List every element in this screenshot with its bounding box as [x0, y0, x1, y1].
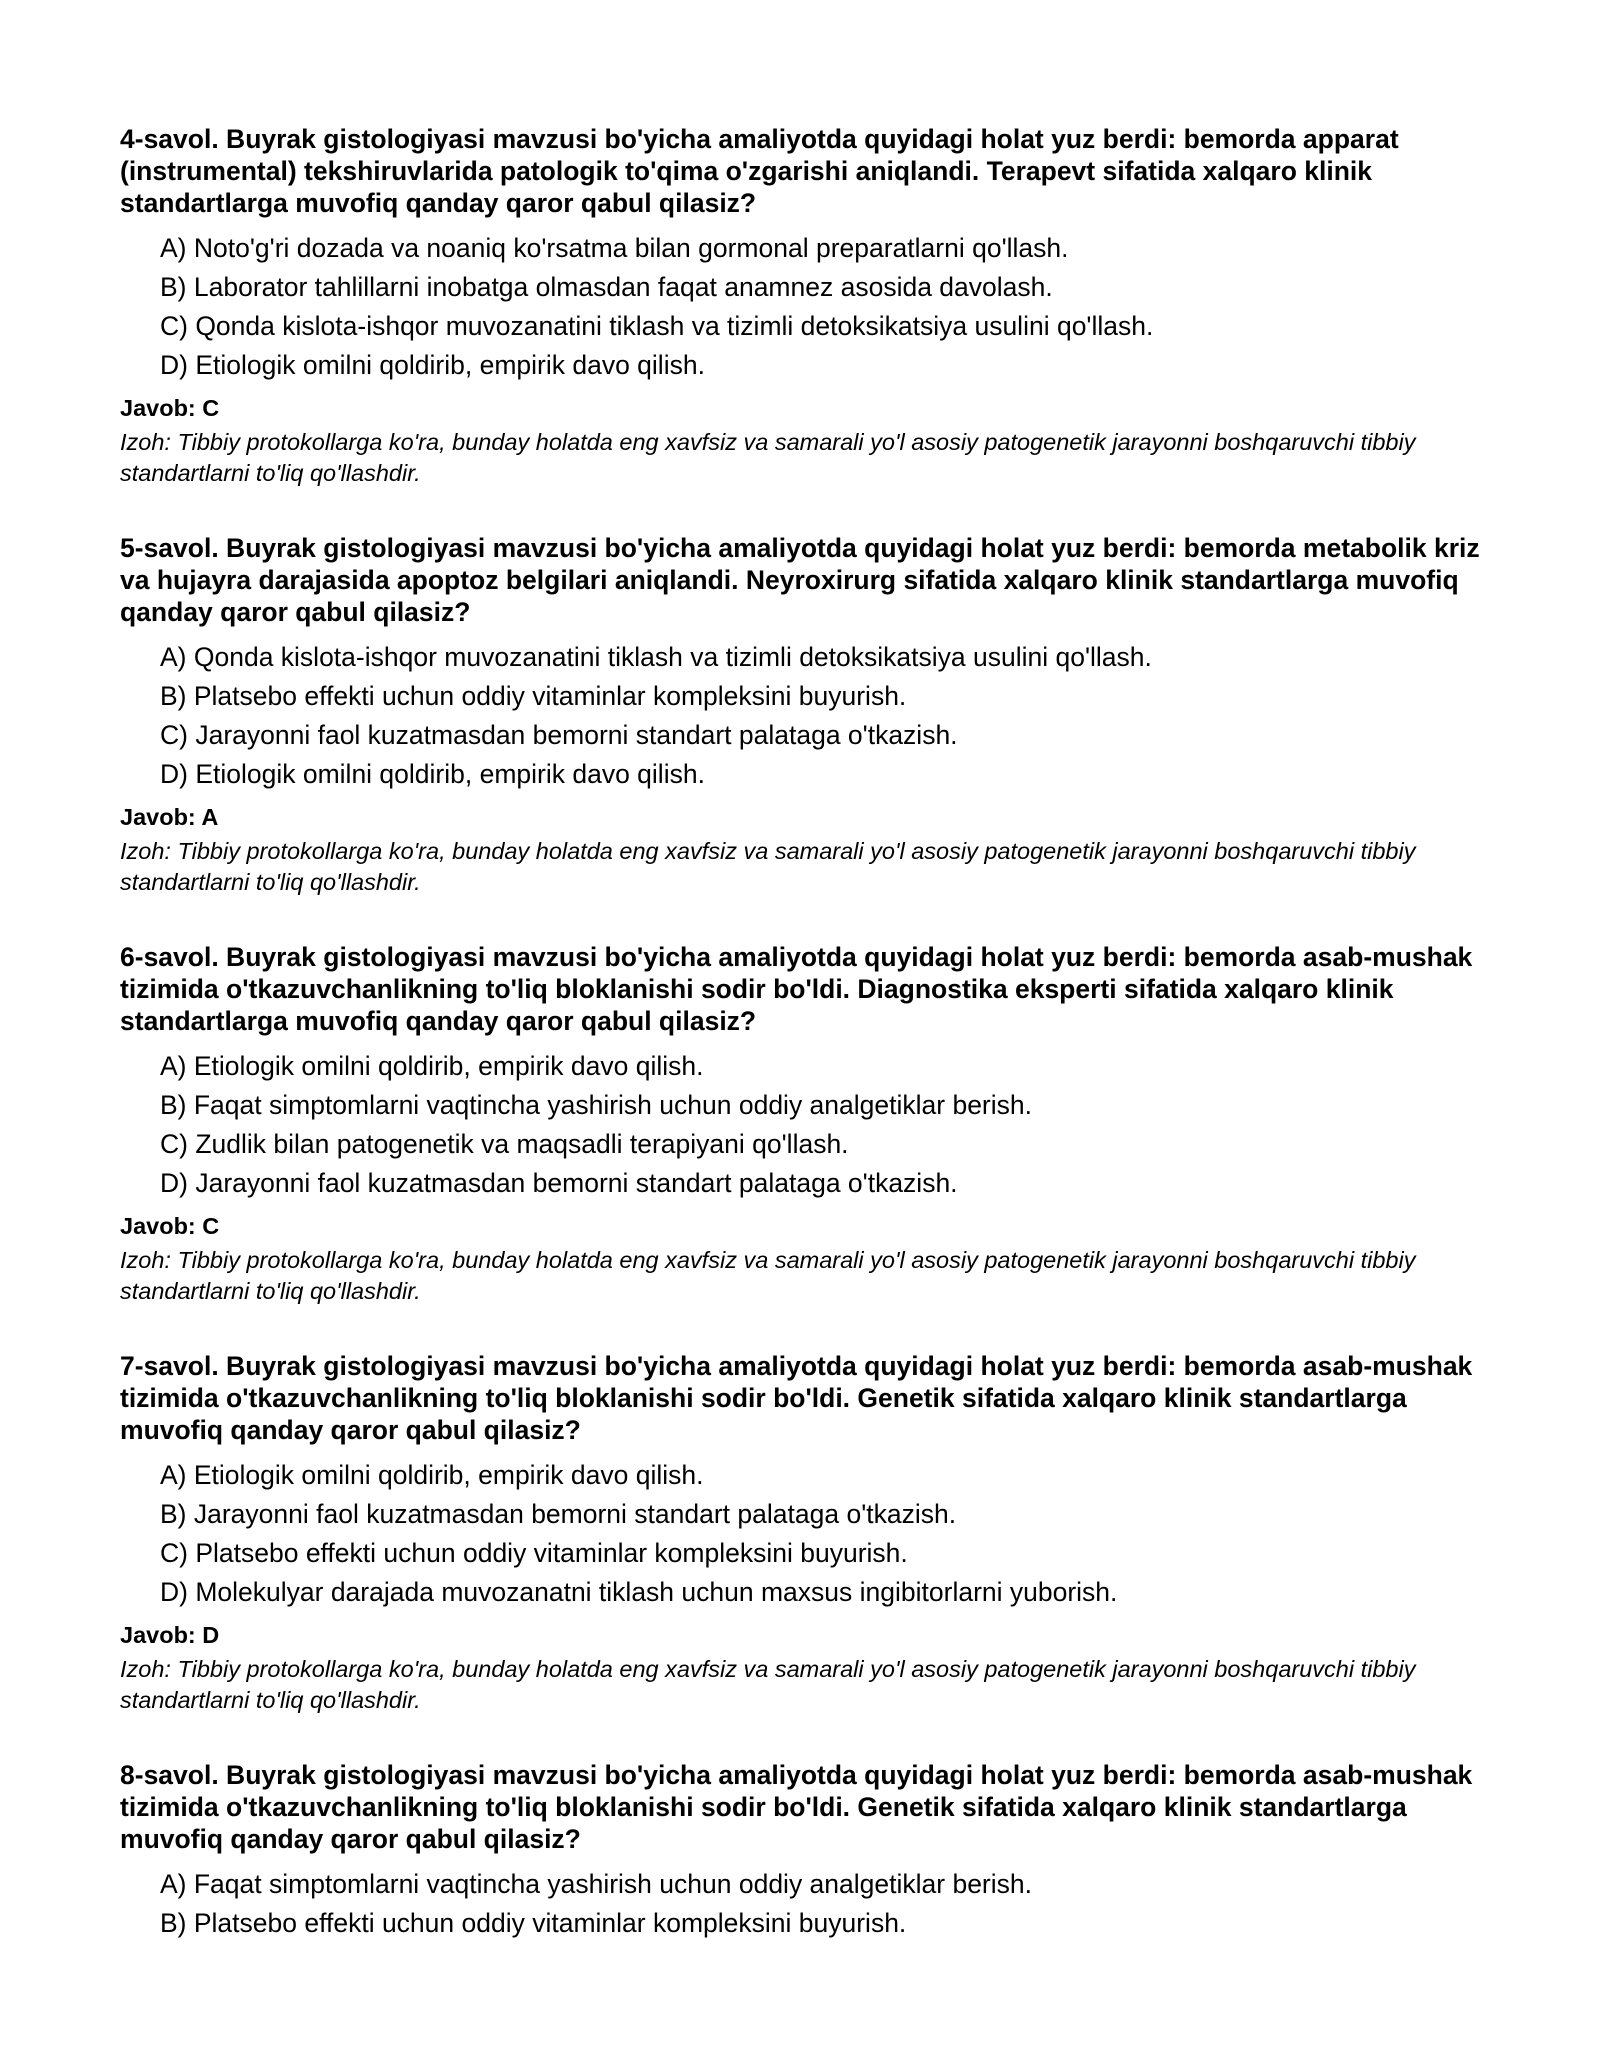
explanation-note: Izoh: Tibbiy protokollarga ko'ra, bunday holatda eng xavfsiz va samarali yo'l asosiy patogenetik jarayonni boshqaruvchi tibbiy standartlarni to'liq qo'llashdir. — [120, 1656, 1416, 1713]
question-text: 4-savol. Buyrak gistologiyasi mavzusi bo'yicha amaliyotda quyidagi holat yuz berdi: bemorda apparat (instrumental) tekshiruvlarida patologik to'qima o'zgarishi aniqlandi. Terapevt sifatida xalqaro klinik standartlarga muvofiq qanday qaror qabul qilasiz? — [120, 124, 1399, 218]
explanation-note: Izoh: Tibbiy protokollarga ko'ra, bunday holatda eng xavfsiz va samarali yo'l asosiy patogenetik jarayonni boshqaruvchi tibbiy standartlarni to'liq qo'llashdir. — [120, 838, 1416, 895]
option-d: D) Etiologik omilni qoldirib, empirik davo qilish. — [160, 350, 705, 380]
options-list — [120, 638, 1480, 794]
option-b: B) Laborator tahlillarni inobatga olmasdan faqat anamnez asosida davolash. — [160, 272, 1053, 302]
option-d: D) Etiologik omilni qoldirib, empirik davo qilish. — [160, 759, 705, 789]
question-text: 8-savol. Buyrak gistologiyasi mavzusi bo'yicha amaliyotda quyidagi holat yuz berdi: bemorda asab-mushak tizimida o'tkazuvchanlikning to'liq bloklanishi sodir bo'ldi. Genetik sifatida xalqaro klinik standartlarga muvofiq qanday qaror qabul qilasiz? — [120, 1760, 1473, 1854]
option-d: D) Jarayonni faol kuzatmasdan bemorni standart palataga o'tkazish. — [160, 1168, 958, 1198]
answer-label: Javob: C — [120, 1213, 220, 1239]
explanation-note: Izoh: Tibbiy protokollarga ko'ra, bunday holatda eng xavfsiz va samarali yo'l asosiy patogenetik jarayonni boshqaruvchi tibbiy standartlarni to'liq qo'llashdir. — [120, 429, 1416, 486]
option-b: B) Platsebo effekti uchun oddiy vitaminlar kompleksini buyurish. — [160, 681, 907, 711]
option-c: C) Zudlik bilan patogenetik va maqsadli terapiyani qo'llash. — [160, 1129, 849, 1159]
option-a: A) Qonda kislota-ishqor muvozanatini tiklash va tizimli detoksikatsiya usulini qo'llash. — [160, 642, 1152, 672]
option-c: C) Qonda kislota-ishqor muvozanatini tiklash va tizimli detoksikatsiya usulini qo'llash. — [160, 311, 1154, 341]
option-a: A) Etiologik omilni qoldirib, empirik davo qilish. — [160, 1051, 704, 1081]
option-a: A) Faqat simptomlarni vaqtincha yashirish uchun oddiy analgetiklar berish. — [160, 1869, 1032, 1899]
option-a: A) Etiologik omilni qoldirib, empirik davo qilish. — [160, 1460, 704, 1490]
option-b: B) Platsebo effekti uchun oddiy vitaminlar kompleksini buyurish. — [160, 1908, 907, 1938]
question-block — [120, 1759, 1480, 1943]
answer-label: Javob: A — [120, 804, 219, 830]
option-c: C) Platsebo effekti uchun oddiy vitaminlar kompleksini buyurish. — [160, 1538, 908, 1568]
option-c: C) Jarayonni faol kuzatmasdan bemorni standart palataga o'tkazish. — [160, 720, 958, 750]
options-list — [120, 1047, 1480, 1203]
question-text: 5-savol. Buyrak gistologiyasi mavzusi bo'yicha amaliyotda quyidagi holat yuz berdi: bemorda metabolik kriz va hujayra darajasida apoptoz belgilari aniqlandi. Neyroxirurg sifatida xalqaro klinik standartlarga muvofiq qanday qaror qabul qilasiz? — [120, 533, 1480, 627]
question-text: 6-savol. Buyrak gistologiyasi mavzusi bo'yicha amaliyotda quyidagi holat yuz berdi: bemorda asab-mushak tizimida o'tkazuvchanlikning to'liq bloklanishi sodir bo'ldi. Diagnostika eksperti sifatida xalqaro klinik standartlarga muvofiq qanday qaror qabul qilasiz? — [120, 942, 1473, 1036]
question-block — [120, 1350, 1480, 1716]
option-d: D) Molekulyar darajada muvozanatni tiklash uchun maxsus ingibitorlarni yuborish. — [160, 1577, 1118, 1607]
question-block — [120, 123, 1480, 489]
question-text: 7-savol. Buyrak gistologiyasi mavzusi bo'yicha amaliyotda quyidagi holat yuz berdi: bemorda asab-mushak tizimida o'tkazuvchanlikning to'liq bloklanishi sodir bo'ldi. Genetik sifatida xalqaro klinik standartlarga muvofiq qanday qaror qabul qilasiz? — [120, 1351, 1473, 1445]
option-a: A) Noto'g'ri dozada va noaniq ko'rsatma bilan gormonal preparatlarni qo'llash. — [160, 233, 1069, 263]
options-list — [120, 229, 1480, 385]
option-b: B) Faqat simptomlarni vaqtincha yashirish uchun oddiy analgetiklar berish. — [160, 1090, 1032, 1120]
explanation-note: Izoh: Tibbiy protokollarga ko'ra, bunday holatda eng xavfsiz va samarali yo'l asosiy patogenetik jarayonni boshqaruvchi tibbiy standartlarni to'liq qo'llashdir. — [120, 1247, 1416, 1304]
question-block — [120, 532, 1480, 898]
answer-label: Javob: C — [120, 395, 220, 421]
question-block — [120, 941, 1480, 1307]
options-list — [120, 1456, 1480, 1612]
options-list — [120, 1865, 1480, 1943]
option-b: B) Jarayonni faol kuzatmasdan bemorni standart palataga o'tkazish. — [160, 1499, 957, 1529]
answer-label: Javob: D — [120, 1622, 220, 1648]
